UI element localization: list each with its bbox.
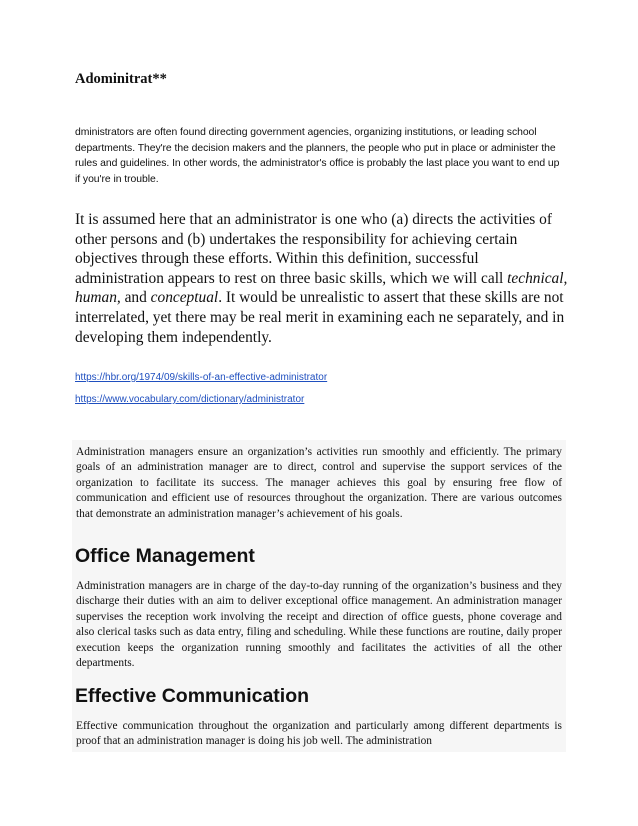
- section-heading-effective-communication: Effective Communication: [75, 685, 310, 707]
- intro-paragraph: dministrators are often found directing government agencies, organizing institutions, or leading school departments. They're the decision makers and the planners, the people who put in place or administer the rules and guidelines. In other words, the administrator's office is probably the last place you want to end up if you're in trouble.: [75, 127, 560, 185]
- definition-text-end: . It would be unrealistic to assert that these skills are not interrelated, yet there may be real merit in examining each ne separately, and in developing them independently.: [75, 289, 565, 346]
- article-excerpt: [72, 440, 566, 752]
- reference-link-hbr[interactable]: https://hbr.org/1974/09/skills-of-an-effective-administrator: [75, 372, 328, 383]
- reference-link-vocabulary[interactable]: https://www.vocabulary.com/dictionary/administrator: [75, 394, 305, 405]
- definition-term-conceptual: conceptual: [150, 289, 219, 307]
- section-body-office-management: Administration managers are in charge of the day-to-day running of the organization’s business and they discharge their duties with an aim to deliver exceptional office management. An administration manager supervises the reception work involving the receipt and direction of office guests, phone coverage and also clerical tasks such as data entry, filing and scheduling. While these functions are routine, daily proper execution keeps the organization running smoothly and facilitates the activities of all the other departments.: [76, 580, 562, 670]
- definition-conjunction: and: [120, 289, 151, 307]
- section-heading-office-management: Office Management: [75, 545, 255, 567]
- definition-term-technical-human: technical, human,: [75, 269, 568, 307]
- document-title: Adominitrat**: [75, 71, 167, 87]
- article-intro-paragraph: Administration managers ensure an organization’s activities run smoothly and efficiently. The primary goals of an administration manager are to direct, control and supervise the support services of the organization to facilitate its success. The manager achieves this goal by ensuring free flow of communication and efficient use of resources throughout the organization. There are various outcomes that demonstrate an administration manager’s achievement of his goals.: [76, 446, 562, 520]
- section-body-effective-communication: Effective communication throughout the organization and particularly among different departments is proof that an administration manager is doing his job well. The administration: [76, 720, 562, 748]
- definition-paragraph: [75, 210, 570, 347]
- definition-text-start: It is assumed here that an administrator is one who (a) directs the activities of other persons and (b) undertakes the responsibility for achieving certain objectives through these efforts. Within this definition, successful administration appears to rest on three basic skills, which we will call: [75, 211, 552, 287]
